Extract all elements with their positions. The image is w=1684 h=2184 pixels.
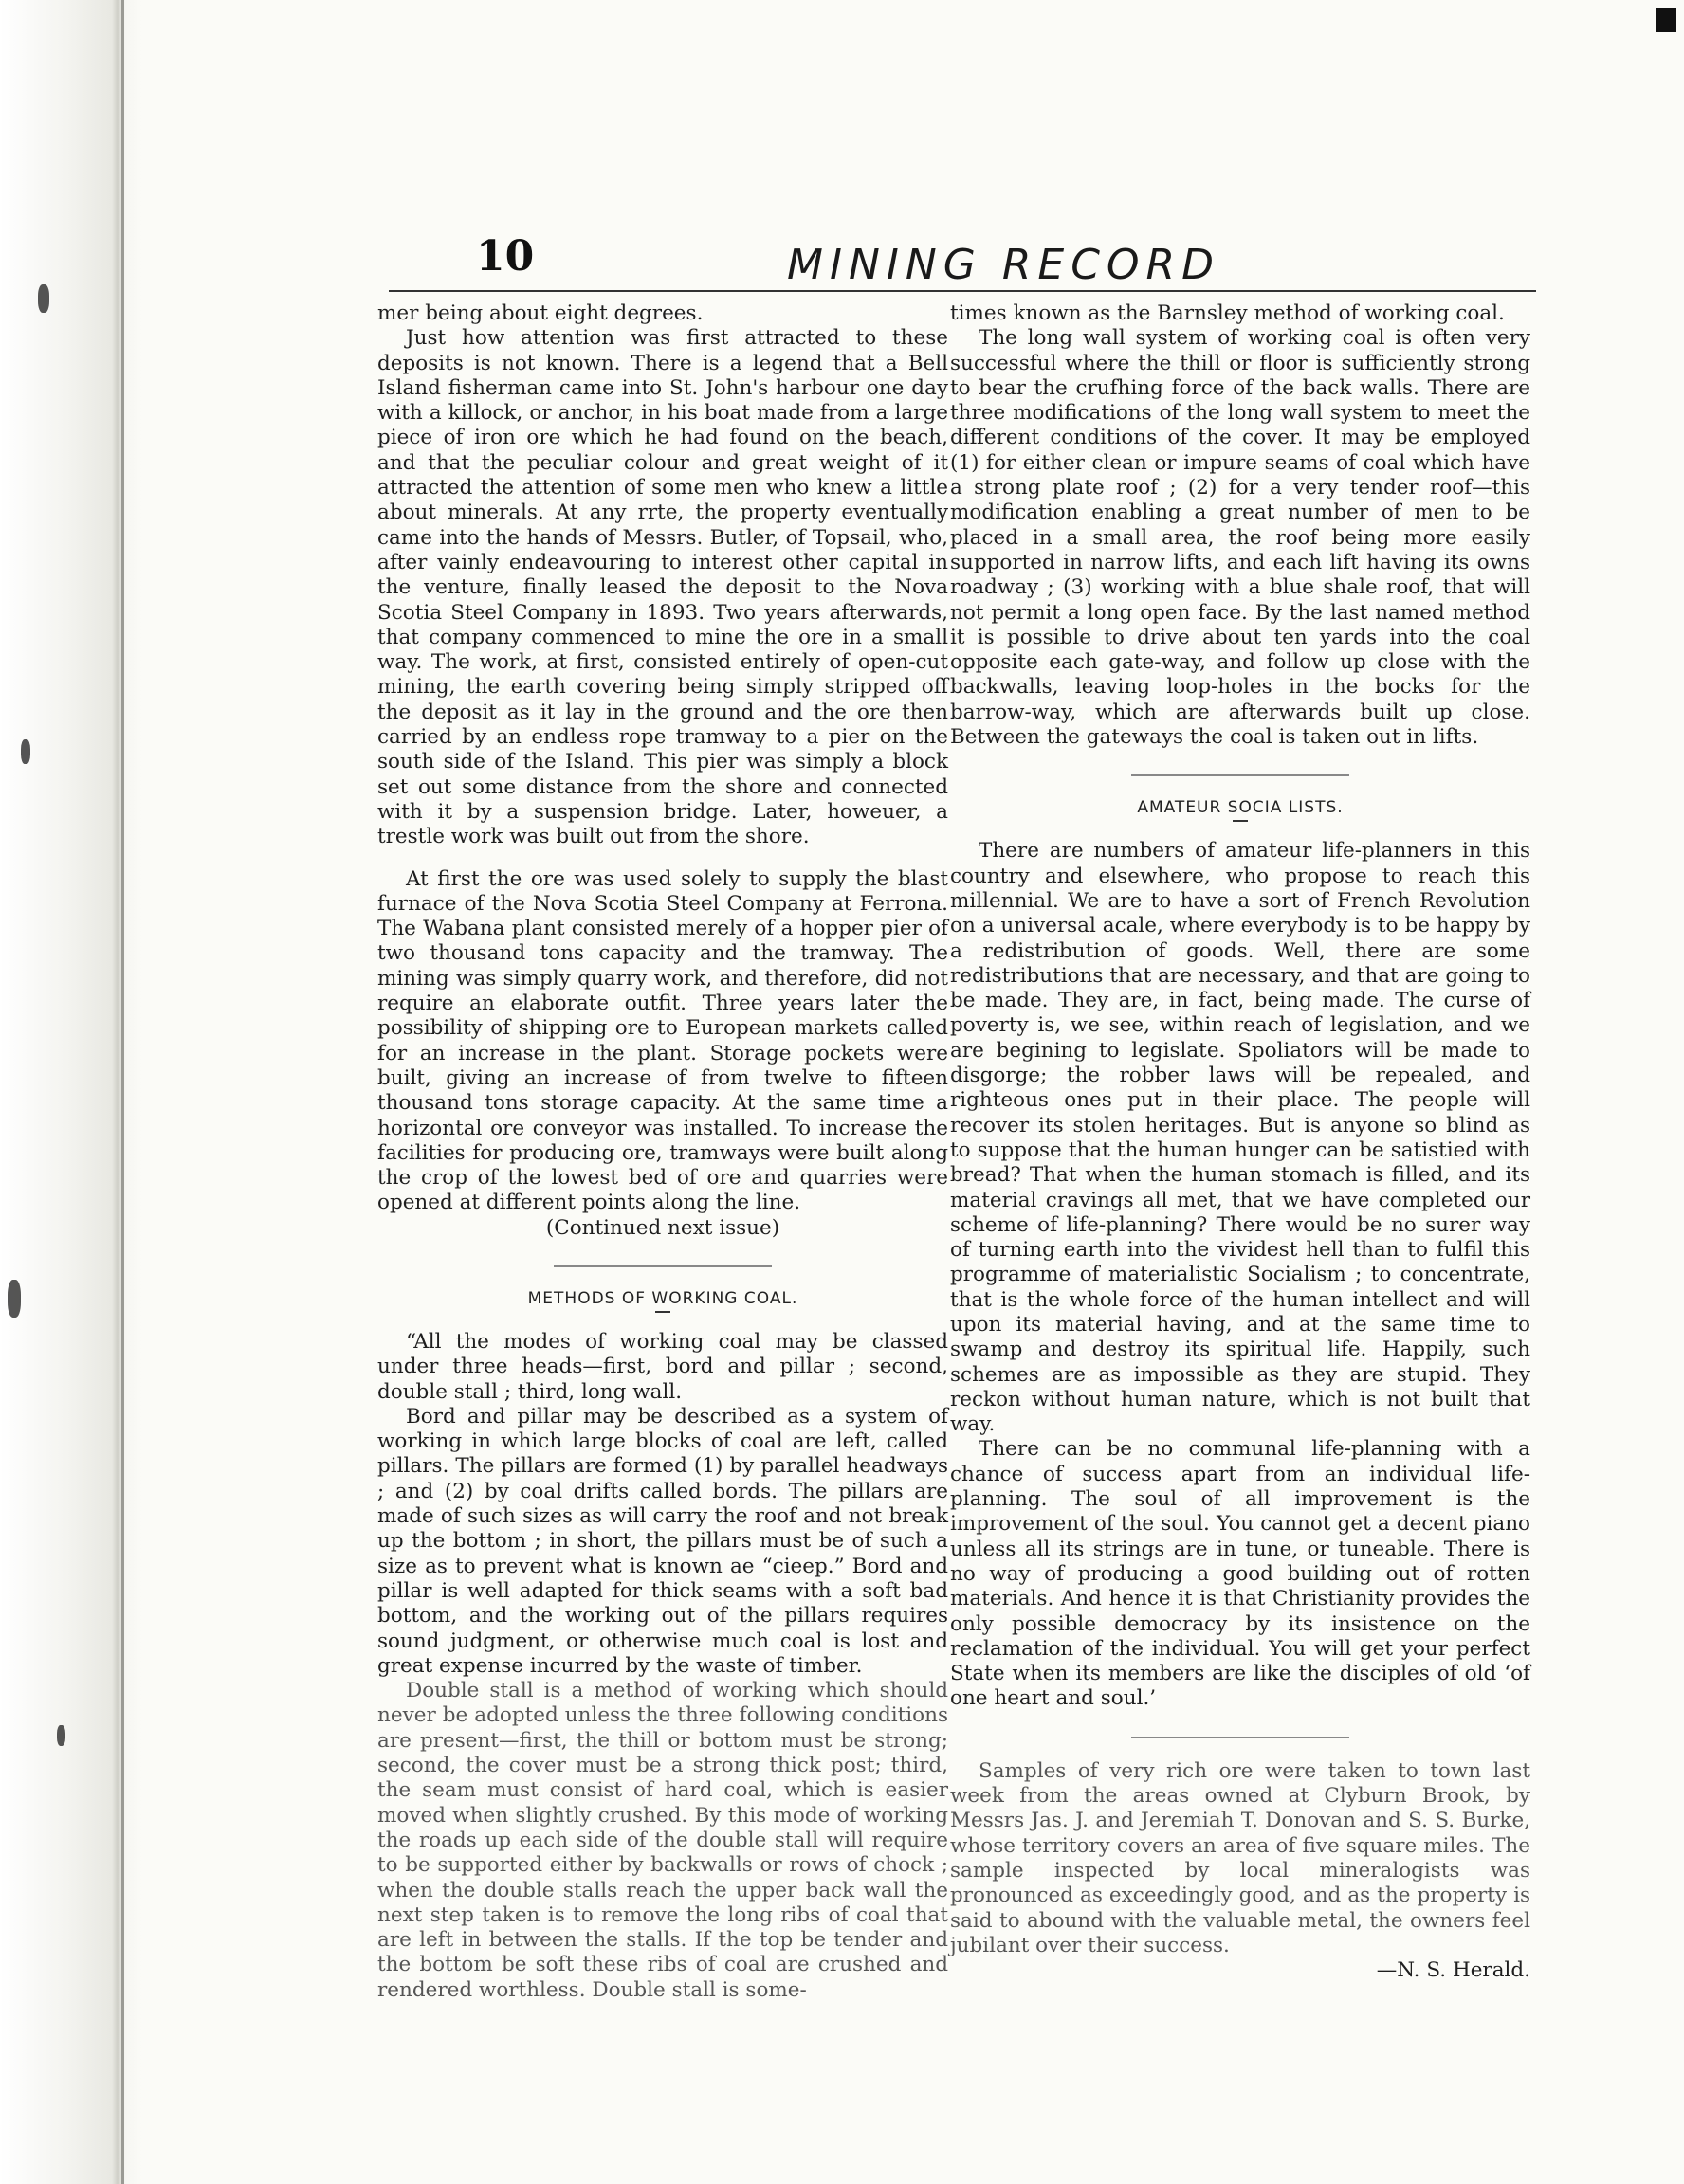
article-paragraph: The long wall system of working coal is often very successful where the thill or floor is sufficiently strong to bear the crufhing force of the back walls. There are three modifications of the long wall system to meet the different conditions of the cover. It may be employed (1) for either clean or impure seams of coal which have a strong plate roof ; (2) for a very tender roof—this modification enabling a great number of men to be placed in a small area, the roof being more easily supported in narrow lifts, and each lift having its owns roadway ; (3) working with a blue shale roof, that will not permit a long open face. By the last named method it is possible to drive about ten yards into the coal opposite each gate-way, and follow up close with the backwalls, leaving loop-holes in the bocks for the barrow-way, which are afterwards built up close. Between the gateways the coal is taken out in lifts. xyxy=(950,326,1530,750)
section-divider xyxy=(1131,774,1349,776)
binding-stain xyxy=(57,1725,65,1746)
masthead-title: MINING RECORD xyxy=(787,241,1221,289)
binding-stain xyxy=(38,284,49,313)
article-paragraph: “All the modes of working coal may be classed under three heads—first, bord and pillar ; second, double stall ; third, long wall. xyxy=(377,1329,948,1404)
binding-stain xyxy=(21,739,30,764)
continued-note: (Continued next issue) xyxy=(545,1215,780,1240)
article-paragraph: Bord and pillar may be described as a system of working in which large blocks of coal are left, called pillars. The pillars are formed (1) by parallel headways ; and (2) by coal drifts called bords. The pillars are made of such sizes as will carry the roof and not break up the bottom ; in short, the pillars must be of such a size as to prevent what is known ae “cieep.” Bord and pillar is well adapted for thick seams with a soft bad bottom, and the working out of the pillars requires sound judgment, or otherwise much coal is lost and great expense incurred by the waste of timber. xyxy=(377,1404,948,1678)
article-paragraph: There can be no communal life-planning with a chance of success apart from an individual life-planning. The soul of all improvement is the improvement of the soul. You cannot get a decent piano unless all its strings are in tune, or tuneable. There is no way of producing a good building out of rotten materials. And hence it is that Christianity provides the only possible democracy by its insistence on the reclamation of the individual. You will get your perfect State when its members are like the disciples of old ‘of one heart and soul.’ xyxy=(950,1437,1530,1711)
article-paragraph: There are numbers of amateur life-planners in this country and elsewhere, who propose to reach this millennial. We are to have a sort of French Revolution on a universal acale, where everybody is to be happy by a redistribution of goods. Well, there are some redistributions that are necessary, and that are going to be made. They are, in fact, being made. The curse of poverty is, we see, within reach of legislation, and we are begining to legislate. Spoliators will be made to disgorge; the robber laws will be repealed, and righteous ones put in their place. The people will recover its stolen heritages. But is anyone so blind as to suppose that the human hunger can be satistied with bread? That when the human stomach is filled, and its material cravings all met, that we have completed our scheme of life-planning? There would be no surer way of turning earth into the vividest hell than to fulfil this programme of materialistic Socialism ; to concentrate, that is the whole force of the human intellect and will upon its material having, and at the same time to swamp and destroy its spiritual life. Happily, such schemes are as impossible as they are stupid. They reckon without human nature, which is not built that way. xyxy=(950,839,1530,1437)
source-signoff: —N. S. Herald. xyxy=(1376,1958,1530,1983)
article-paragraph: Double stall is a method of working which should never be adopted unless the three following conditions are present—first, the thill or bottom must be strong; second, the cover must be a strong thick post; third, the seam must consist of hard coal, which is easier moved when slightly crushed. By this mode of working the roads up each side of the double stall will require to be supported either by backwalls or rows of chock ; when the double stalls reach the upper back wall the next step taken is to remove the long ribs of coal that are left in between the stalls. If the top be tender and the bottom be soft these ribs of coal are crushed and rendered worthless. Double stall is some- xyxy=(377,1679,948,2002)
header-rule xyxy=(389,290,1536,292)
continuation-line: mer being about eight degrees. xyxy=(377,301,704,325)
section-heading-amateur-socialists: AMATEUR SOCIA LISTS. xyxy=(1137,798,1344,818)
continuation-line: times known as the Barnsley method of working coal. xyxy=(950,301,1505,325)
section-divider xyxy=(1131,1737,1349,1738)
right-column xyxy=(950,301,1530,1983)
article-paragraph: Just how attention was first attracted to these deposits is not known. There is a legend that a Bell Island fisherman came into St. John's harbour one day with a killock, or anchor, in his boat made from a large piece of iron ore which he had found on the beach, and that the peculiar colour and great weight of it attracted the attention of some men who knew a little about minerals. At any rrte, the property eventually came into the hands of Messrs. Butler, of Topsail, who, after vainly endeavouring to interest other capital in the venture, finally leased the deposit to the Nova Scotia Steel Company in 1893. Two years afterwards, that company commenced to mine the ore in a small way. The work, at first, consisted entirely of open-cut mining, the earth covering being simply stripped off the deposit as it lay in the ground and the ore then carried by an endless rope tramway to a pier on the south side of the Island. This pier was simply a block set out some distance from the shore and connected with it by a suspension bridge. Later, howeuer, a trestle work was built out from the shore. xyxy=(377,326,948,849)
section-heading-coal: METHODS OF WORKING COAL. xyxy=(527,1288,798,1308)
page-number: 10 xyxy=(476,232,535,281)
section-divider xyxy=(554,1265,772,1267)
heading-dash xyxy=(655,1311,670,1313)
article-paragraph: Samples of very rich ore were taken to town last week from the areas owned at Clyburn Brook, by Messrs Jas. J. and Jeremiah T. Donovan and S. S. Burke, whose territory covers an area of five square miles. The sample inspected by local mineralogists was pronounced as exceedingly good, and as the property is said to abound with the valuable metal, the owners feel jubilant over their success. xyxy=(950,1758,1530,1957)
binding-stain xyxy=(8,1280,21,1318)
page-header xyxy=(389,228,1536,294)
heading-dash xyxy=(1233,820,1248,822)
left-column xyxy=(377,301,948,2003)
page-gutter-edge xyxy=(121,0,124,2184)
scan-corner-mark xyxy=(1656,8,1676,32)
article-paragraph: At first the ore was used solely to supply the blast furnace of the Nova Scotia Steel Company at Ferrona. The Wabana plant consisted merely of a hopper pier of two thousand tons capacity and the tramway. The mining was simply quarry work, and therefore, did not require an elaborate outfit. Three years later the possibility of shipping ore to European markets called for an increase in the plant. Storage pockets were built, giving an increase of from twelve to fifteen thousand tons storage capacity. At the same time a horizontal ore conveyor was installed. To increase the facilities for producing ore, tramways were built along the crop of the lowest bed of ore and quarries were opened at different points along the line. xyxy=(377,866,948,1215)
